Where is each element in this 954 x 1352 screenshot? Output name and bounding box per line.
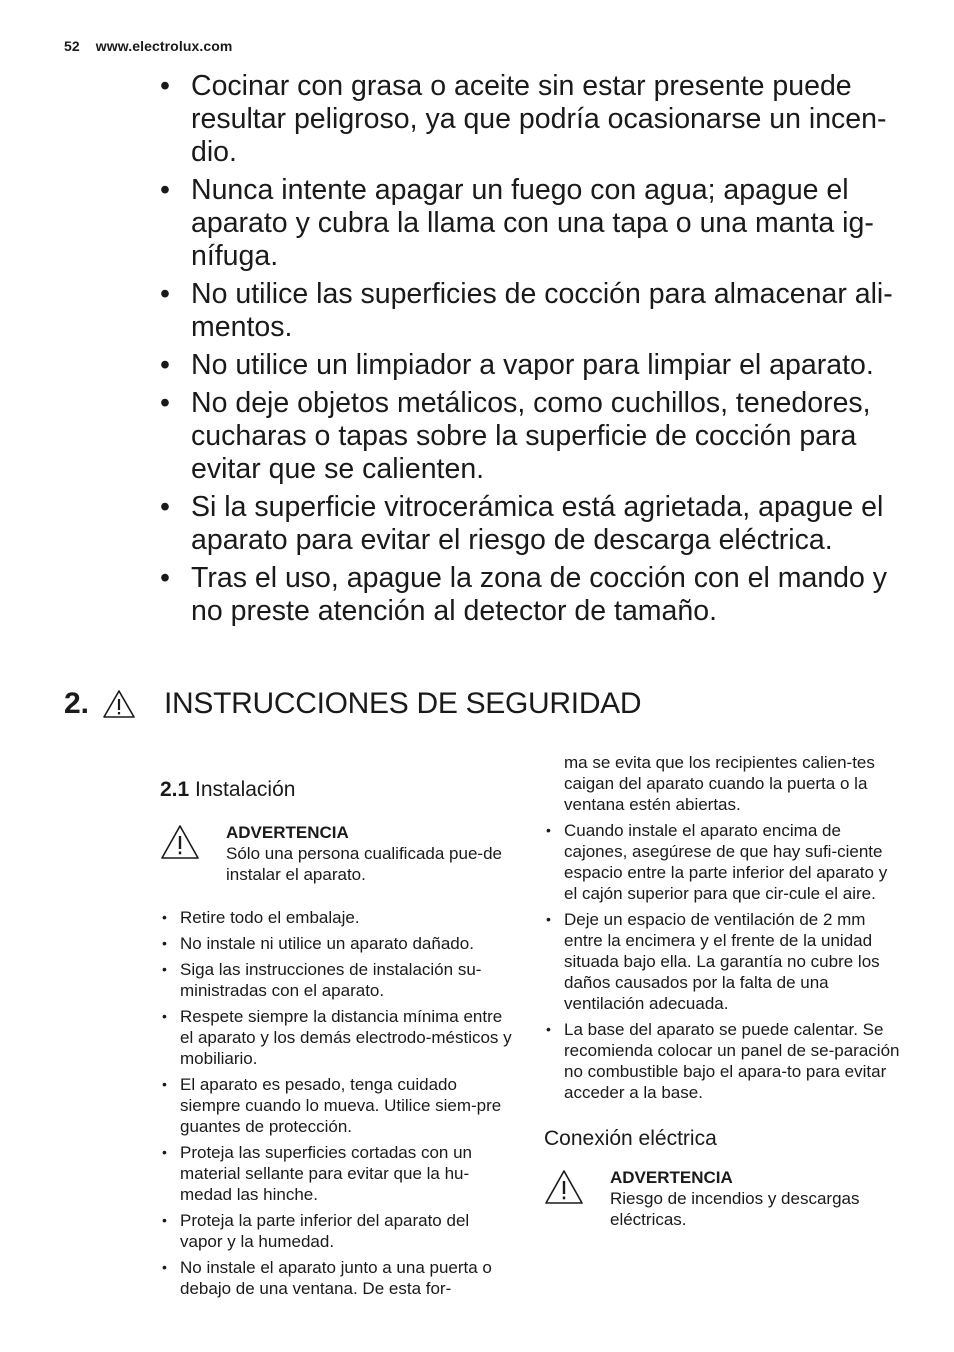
list-item: • Cuando instale el aparato encima de cajones, asegúrese de que hay sufi-ciente espacio entre la parte inferior del aparato y el cajón superior para que cir-cule el aire.	[544, 820, 900, 904]
section-title: INSTRUCCIONES DE SEGURIDAD	[164, 687, 642, 720]
cooking-safety-list	[160, 70, 900, 633]
list-item: • El aparato es pesado, tenga cuidado siempre cuando lo mueva. Utilice siem-pre guantes de protección.	[160, 1074, 516, 1137]
warning-triangle-icon	[102, 689, 136, 719]
list-item: • Si la superficie vitrocerámica está agrietada, apague el aparato para evitar el riesgo de descarga eléctrica.	[160, 491, 900, 557]
list-item: • Tras el uso, apague la zona de cocción con el mando y no preste atención al detector de tamaño.	[160, 562, 900, 628]
list-item: • No utilice las superficies de cocción para almacenar ali-mentos.	[160, 278, 900, 344]
list-item: • Siga las instrucciones de instalación su-ministradas con el aparato.	[160, 959, 516, 1001]
subsection-title-installation	[160, 776, 516, 804]
section-number: 2.	[64, 687, 90, 720]
electrical-warning	[544, 1167, 900, 1230]
installation-list-continued	[544, 820, 900, 1103]
list-item: • No instale el aparato junto a una puerta o debajo de una ventana. De esta for-	[160, 1257, 516, 1299]
page-header	[64, 38, 232, 54]
subsection-number: 2.1	[160, 778, 190, 801]
subsection-label: Instalación	[195, 778, 296, 801]
warning-triangle-icon	[160, 824, 200, 860]
warning-triangle-icon	[544, 1169, 584, 1205]
list-item: • Deje un espacio de ventilación de 2 mm entre la encimera y el frente de la unidad situada bajo ella. La garantía no cubre los daños causados por la falta de una ventilación adecuada.	[544, 909, 900, 1014]
list-item: • Proteja las superficies cortadas con un material sellante para evitar que la hu-medad las hinche.	[160, 1142, 516, 1205]
website-url[interactable]: www.electrolux.com	[95, 38, 233, 54]
list-item: • No instale ni utilice un aparato dañado.	[160, 933, 516, 954]
list-item: • Nunca intente apagar un fuego con agua; apague el aparato y cubra la llama con una tapa o una manta ig-nífuga.	[160, 174, 900, 273]
list-item: • Respete siempre la distancia mínima entre el aparato y los demás electrodo-mésticos y mobiliario.	[160, 1006, 516, 1069]
list-item: • Proteja la parte inferior del aparato del vapor y la humedad.	[160, 1210, 516, 1252]
list-item: • No deje objetos metálicos, como cuchillos, tenedores, cucharas o tapas sobre la superficie de cocción para evitar que se calienten.	[160, 387, 900, 486]
installation-list	[160, 907, 516, 1299]
warning-title: ADVERTENCIA	[610, 1168, 733, 1187]
subsection-title-electrical: Conexión eléctrica	[544, 1127, 717, 1150]
section-heading	[64, 684, 641, 724]
installation-warning	[160, 822, 516, 885]
list-item: • No utilice un limpiador a vapor para limpiar el aparato.	[160, 349, 900, 382]
list-item: • Cocinar con grasa o aceite sin estar presente puede resultar peligroso, ya que podría ocasionarse un incen-dio.	[160, 70, 900, 169]
continued-text: ma se evita que los recipientes calien-tes caigan del aparato cuando la puerta o la ventana estén abiertas.	[564, 753, 875, 814]
list-item: • Retire todo el embalaje.	[160, 907, 516, 928]
warning-text: Sólo una persona cualificada pue-de instalar el aparato.	[226, 844, 502, 884]
page-number: 52	[64, 38, 80, 54]
warning-title: ADVERTENCIA	[226, 823, 349, 842]
left-column	[160, 776, 516, 1304]
warning-text: Riesgo de incendios y descargas eléctricas.	[610, 1189, 860, 1229]
right-column	[544, 752, 900, 1252]
list-item: • La base del aparato se puede calentar. Se recomienda colocar un panel de se-paración no combustible bajo el apara-to para evitar acceder a la base.	[544, 1019, 900, 1103]
